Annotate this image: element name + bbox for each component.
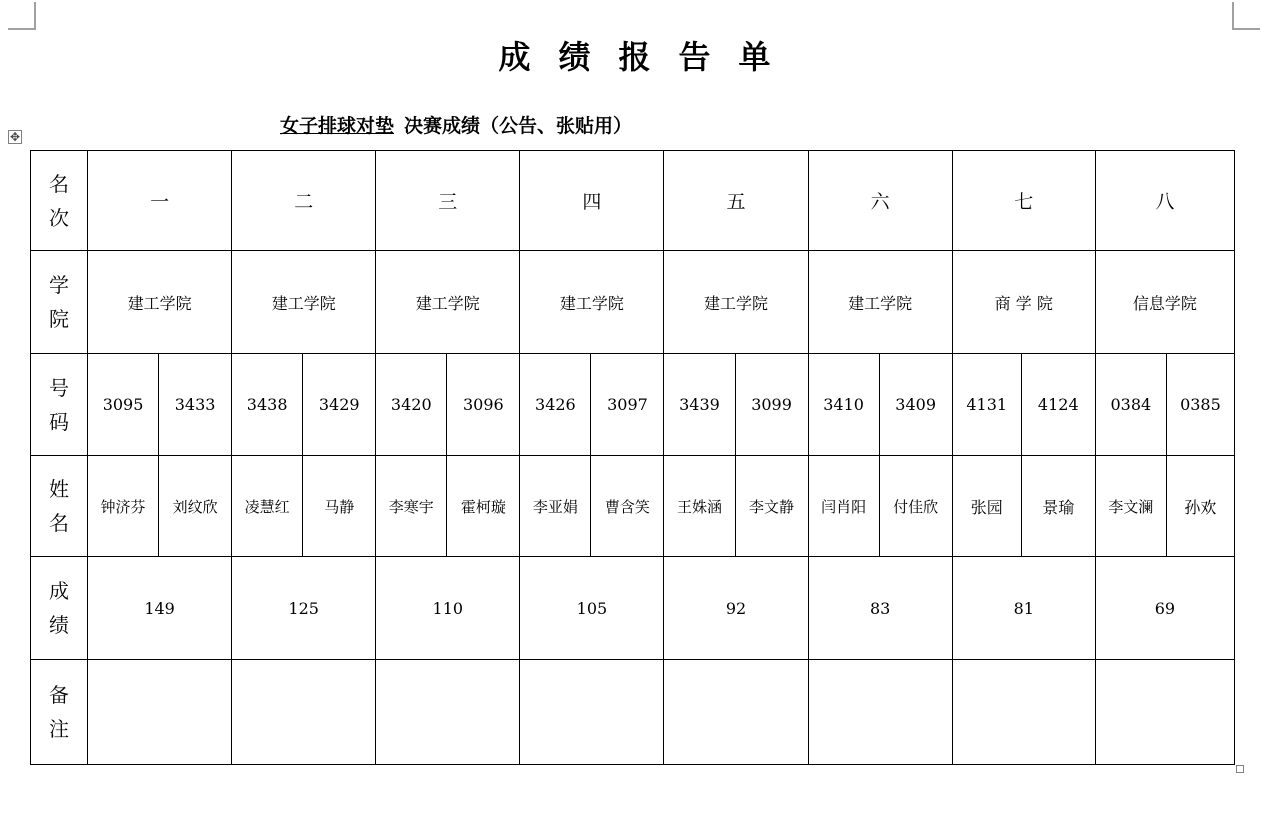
- college-row-header: 学 院: [31, 251, 88, 354]
- name-cell: 马静: [303, 456, 376, 557]
- number-cell: 3095: [88, 354, 159, 456]
- remark-cell[interactable]: [232, 660, 376, 765]
- name-cell: 李文澜: [1095, 456, 1166, 557]
- name-cell: 孙欢: [1166, 456, 1234, 557]
- number-cell: 3426: [520, 354, 591, 456]
- score-row-header: 成 绩: [31, 557, 88, 660]
- rank-row-header: 名 次: [31, 151, 88, 251]
- number-cell: 3097: [591, 354, 664, 456]
- subtitle-rest: 决赛成绩（公告、张贴用）: [404, 115, 633, 137]
- results-table: [30, 150, 1235, 765]
- college-cell: 建工学院: [520, 251, 664, 354]
- rank-cell: 六: [808, 151, 952, 251]
- college-cell: 建工学院: [808, 251, 952, 354]
- number-cell: 3099: [735, 354, 808, 456]
- score-cell: 110: [376, 557, 520, 660]
- college-cell: 建工学院: [232, 251, 376, 354]
- name-cell: 付佳欣: [879, 456, 952, 557]
- remark-cell[interactable]: [808, 660, 952, 765]
- number-cell: 4131: [952, 354, 1021, 456]
- name-cell: 张园: [952, 456, 1021, 557]
- rank-cell: 四: [520, 151, 664, 251]
- table-resize-handle-icon[interactable]: [1236, 765, 1244, 773]
- score-cell: 105: [520, 557, 664, 660]
- number-cell: 3439: [664, 354, 735, 456]
- subtitle: [280, 111, 632, 138]
- name-cell: 霍柯璇: [447, 456, 520, 557]
- name-cell: 凌慧红: [232, 456, 303, 557]
- score-cell: 92: [664, 557, 808, 660]
- score-cell: 83: [808, 557, 952, 660]
- subtitle-event: 女子排球对垫: [280, 115, 395, 137]
- rank-cell: 八: [1095, 151, 1234, 251]
- college-row: [31, 251, 1235, 354]
- number-cell: 3420: [376, 354, 447, 456]
- remark-cell[interactable]: [1095, 660, 1234, 765]
- name-row: [31, 456, 1235, 557]
- number-cell: 3433: [159, 354, 232, 456]
- number-cell: 3096: [447, 354, 520, 456]
- name-cell: 钟济芬: [88, 456, 159, 557]
- remark-row: [31, 660, 1235, 765]
- remark-cell[interactable]: [952, 660, 1095, 765]
- rank-row: [31, 151, 1235, 251]
- name-cell: 曹含笑: [591, 456, 664, 557]
- number-cell: 0384: [1095, 354, 1166, 456]
- remark-cell[interactable]: [376, 660, 520, 765]
- number-row-header: 号 码: [31, 354, 88, 456]
- rank-cell: 五: [664, 151, 808, 251]
- remark-cell[interactable]: [520, 660, 664, 765]
- name-cell: 李文静: [735, 456, 808, 557]
- rank-cell: 三: [376, 151, 520, 251]
- number-row: [31, 354, 1235, 456]
- name-cell: 闫肖阳: [808, 456, 879, 557]
- remark-cell[interactable]: [664, 660, 808, 765]
- name-cell: 刘纹欣: [159, 456, 232, 557]
- rank-cell: 二: [232, 151, 376, 251]
- score-cell: 81: [952, 557, 1095, 660]
- score-cell: 149: [88, 557, 232, 660]
- number-cell: 3438: [232, 354, 303, 456]
- page-title: 成绩报告单: [498, 38, 799, 76]
- score-cell: 125: [232, 557, 376, 660]
- college-cell: 建工学院: [376, 251, 520, 354]
- score-cell: 69: [1095, 557, 1234, 660]
- crop-mark-top-left: [8, 2, 36, 30]
- number-cell: 0385: [1166, 354, 1234, 456]
- remark-row-header: 备 注: [31, 660, 88, 765]
- number-cell: 3410: [808, 354, 879, 456]
- rank-cell: 七: [952, 151, 1095, 251]
- name-row-header: 姓 名: [31, 456, 88, 557]
- rank-cell: 一: [88, 151, 232, 251]
- crop-mark-top-right: [1232, 2, 1260, 30]
- number-cell: 4124: [1021, 354, 1095, 456]
- number-cell: 3409: [879, 354, 952, 456]
- name-cell: 景瑜: [1021, 456, 1095, 557]
- college-cell: 信息学院: [1095, 251, 1234, 354]
- college-cell: 建工学院: [88, 251, 232, 354]
- name-cell: 李寒宇: [376, 456, 447, 557]
- name-cell: 李亚娟: [520, 456, 591, 557]
- score-row: [31, 557, 1235, 660]
- remark-cell[interactable]: [88, 660, 232, 765]
- college-cell: 商 学 院: [952, 251, 1095, 354]
- number-cell: 3429: [303, 354, 376, 456]
- table-move-handle-icon[interactable]: ✥: [9, 130, 21, 144]
- name-cell: 王姝涵: [664, 456, 735, 557]
- college-cell: 建工学院: [664, 251, 808, 354]
